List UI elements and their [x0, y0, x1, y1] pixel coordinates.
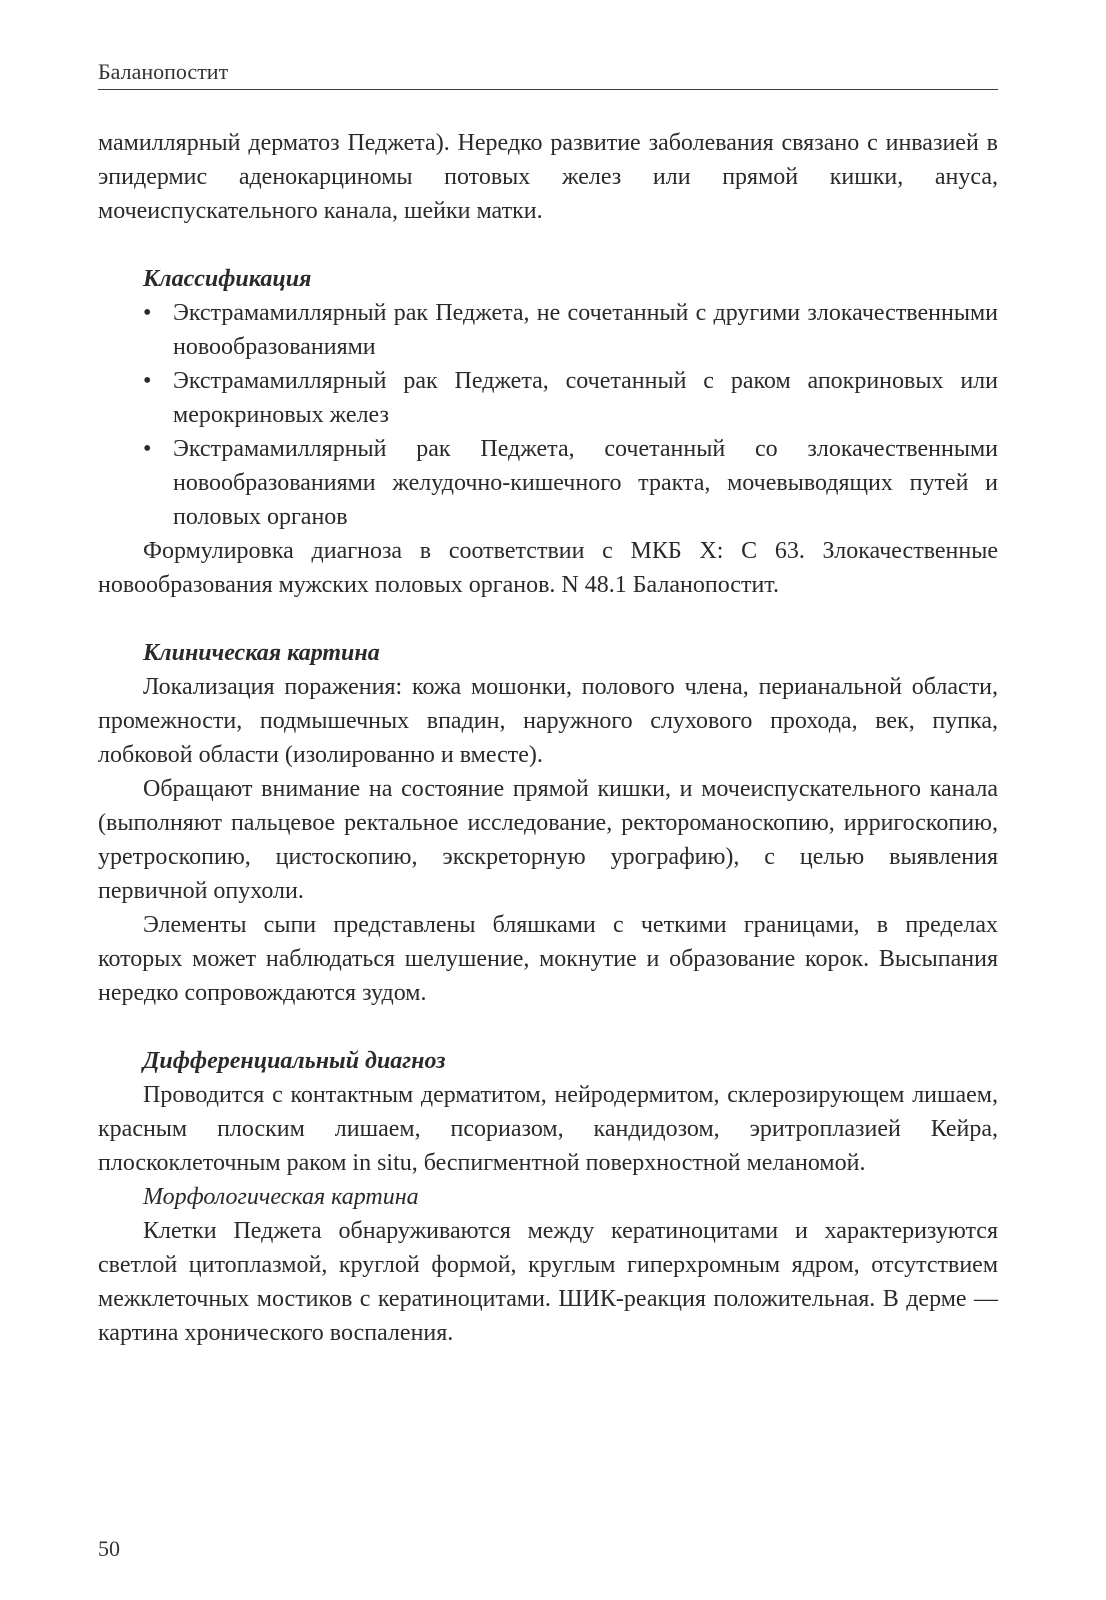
list-item: [98, 364, 998, 432]
list-item-text: Экстрамамиллярный рак Педжета, сочетанный с раком апокриновых или мерокриновых желез: [173, 368, 998, 428]
classification-heading: Классификация: [143, 266, 312, 292]
section-spacer: [98, 602, 998, 636]
list-item: [98, 296, 998, 364]
bullet-icon: •: [143, 368, 152, 394]
book-page: [98, 0, 998, 1600]
list-item: [98, 432, 998, 534]
clinical-paragraph: Обращают внимание на состояние прямой кишки, и мочеиспускательного канала (выполняют пальцевое ректальное исследование, ректороманоскопию, ирригоскопию, уретроскопию, цистоскопию, экскреторную урографию), с целью выявления первичной опухоли.: [98, 776, 998, 904]
list-item-text: Экстрамамиллярный рак Педжета, сочетанный со злокачественными новообразованиями желудочно-кишечного тракта, мочевыводящих путей и половых органов: [173, 436, 998, 530]
clinical-heading: Клиническая картина: [143, 640, 380, 666]
intro-paragraph: мамиллярный дерматоз Педжета). Нередко развитие заболевания связано с инвазией в эпидермис аденокарциномы потовых желез или прямой кишки, ануса, мочеиспускательного канала, шейки матки.: [98, 130, 998, 224]
running-head: Баланопостит: [98, 59, 229, 84]
differential-paragraph: Проводится с контактным дерматитом, нейродермитом, склерозирующем лишаем, красным плоским лишаем, псориазом, кандидозом, эритроплазией Кейра, плоскоклеточным раком in situ, беспигментной поверхностной меланомой.: [98, 1082, 998, 1176]
page-number: 50: [98, 1536, 120, 1561]
header-rule: [98, 89, 998, 90]
differential-heading: Дифференциальный диагноз: [143, 1048, 446, 1074]
morphology-paragraph: Клетки Педжета обнаруживаются между кератиноцитами и характеризуются светлой цитоплазмой, круглой формой, круглым гиперхромным ядром, отсутствием межклеточных мостиков с кератиноцитами. ШИК-реакция положительная. В дерме — картина хронического воспаления.: [98, 1218, 998, 1346]
list-item-text: Экстрамамиллярный рак Педжета, не сочетанный с другими злокачественными новообразованиями: [173, 300, 998, 360]
classification-list: [98, 296, 998, 534]
page-content: [98, 126, 998, 1350]
bullet-icon: •: [143, 436, 152, 462]
clinical-paragraph: Элементы сыпи представлены бляшками с четкими границами, в пределах которых может наблюдаться шелушение, мокнутие и образование корок. Высыпания нередко сопровождаются зудом.: [98, 912, 998, 1006]
bullet-icon: •: [143, 300, 152, 326]
section-spacer: [98, 1010, 998, 1044]
clinical-paragraph: Локализация поражения: кожа мошонки, полового члена, перианальной области, промежности, подмышечных впадин, наружного слухового прохода, век, пупка, лобковой области (изолированно и вместе).: [98, 674, 998, 768]
section-spacer: [98, 228, 998, 262]
diagnosis-paragraph: Формулировка диагноза в соответствии с МКБ X: С 63. Злокачественные новообразования мужских половых органов. N 48.1 Баланопостит.: [98, 538, 998, 598]
morphology-heading: Морфологическая картина: [143, 1184, 419, 1210]
